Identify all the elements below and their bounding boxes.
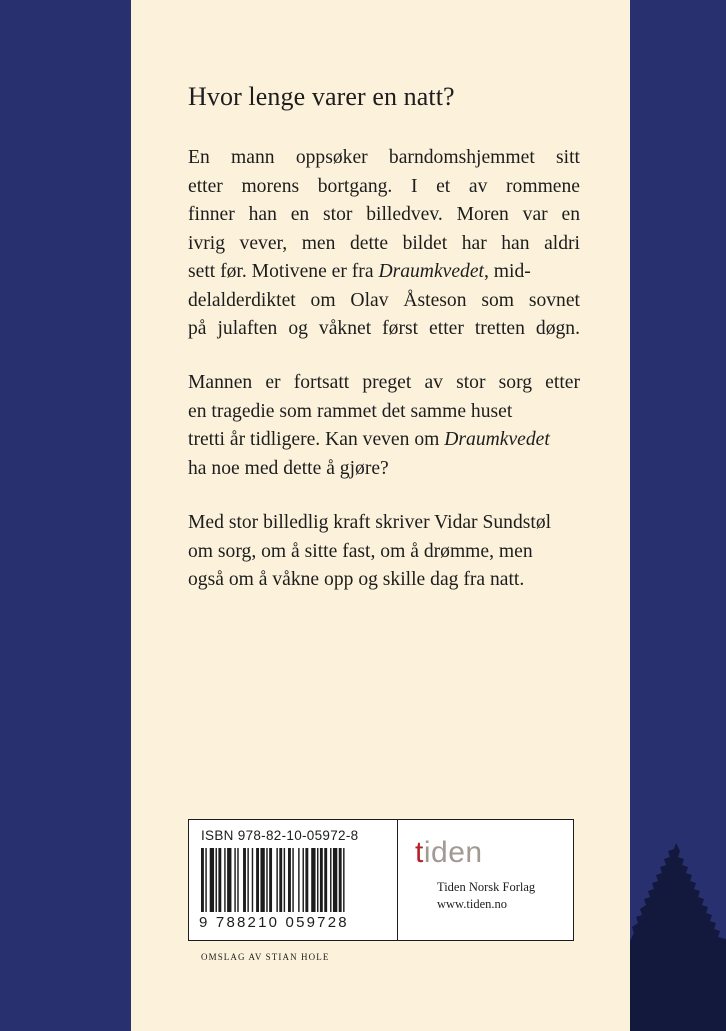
text-line: Med stor billedlig kraft skriver Vidar Sundstøl [188,512,552,533]
box-divider [397,820,398,940]
barcode-bar [247,848,248,912]
barcode-bar [298,848,299,912]
barcode-bar [317,848,318,912]
barcode-bar [333,848,337,912]
barcode-bar [227,848,231,912]
barcode-bar [201,848,204,912]
text-line: også om å våkne opp og skille dag fra natt. [188,569,525,590]
barcode-bar [276,848,277,912]
barcode-bar [305,848,308,912]
barcode-digits: 9 788210 059728 [199,914,349,931]
text-line: En mann oppsøker barndomshjemmet sitt [188,147,580,168]
barcode-bar [234,848,235,912]
publisher-url: www.tiden.no [437,897,508,911]
barcode-bar [288,848,291,912]
barcode [197,848,387,914]
back-cover-panel [131,0,630,1031]
barcode-bar [292,848,293,912]
text-line: om sorg, om å sitte fast, om å drømme, men [188,540,533,562]
poem-title: Draumkvedet [378,261,484,282]
barcode-bar [210,848,214,912]
text-line: Mannen er fortsatt preget av stor sorg etter [188,372,580,393]
barcode-bar [260,848,264,912]
barcode-bar [216,848,217,912]
text-line: på julaften og våknet først etter tretten døgn. [188,318,580,339]
text-line [188,258,580,287]
barcode-bar [218,848,221,912]
logo-letter-t: t [415,836,424,869]
barcode-bar [279,848,282,912]
text-line: delalderdiktet om Olav Åsteson som sovnet [188,289,580,311]
barcode-bar [320,848,323,912]
tiden-logo [415,836,483,870]
barcode-bar [205,848,206,912]
text-line: en tragedie som rammet det samme huset [188,400,513,422]
blurb-paragraph-3 [188,509,580,595]
text-line [188,426,580,455]
text-run: sett før. Motivene er fra [188,261,379,282]
publisher-name: Tiden Norsk Forlag [437,880,536,894]
barcode-bar [243,848,246,912]
right-navy-band [630,0,726,1031]
cover-credit: OMSLAG AV STIAN HOLE [201,952,330,962]
barcode-bar [252,848,253,912]
barcode-bar [311,848,315,912]
barcode-bar [266,848,267,912]
barcode-bar [224,848,225,912]
barcode-bar [284,848,285,912]
blurb-paragraph-2 [188,369,580,483]
poem-title: Draumkvedet [444,429,550,450]
blurb-paragraph-1 [188,144,580,344]
text-line: ivrig vever, men dette bildet har han aldri [188,232,580,254]
isbn-number: ISBN 978-82-10-05972-8 [201,828,359,843]
text-line: finner han en stor billedvev. Moren var en [188,204,580,225]
isbn-publisher-box [188,819,574,941]
barcode-bar [269,848,272,912]
left-navy-band [0,0,131,1031]
barcode-bar [303,848,304,912]
barcode-bar [343,848,344,912]
text-run: , mid- [483,261,531,282]
logo-rest: iden [423,836,483,869]
publisher-info [437,879,535,913]
barcode-bar [324,848,327,912]
barcode-bar [330,848,331,912]
barcode-bar [339,848,342,912]
text-line: ha noe med dette å gjøre? [188,457,389,479]
blurb-heading: Hvor lenge varer en natt? [188,82,455,111]
text-line: etter morens bortgang. I et av rommene [188,175,580,197]
barcode-bar [256,848,259,912]
barcode-bar [237,848,238,912]
text-run: tretti år tidligere. Kan veven om [188,429,445,450]
tree-silhouette [630,831,726,1031]
